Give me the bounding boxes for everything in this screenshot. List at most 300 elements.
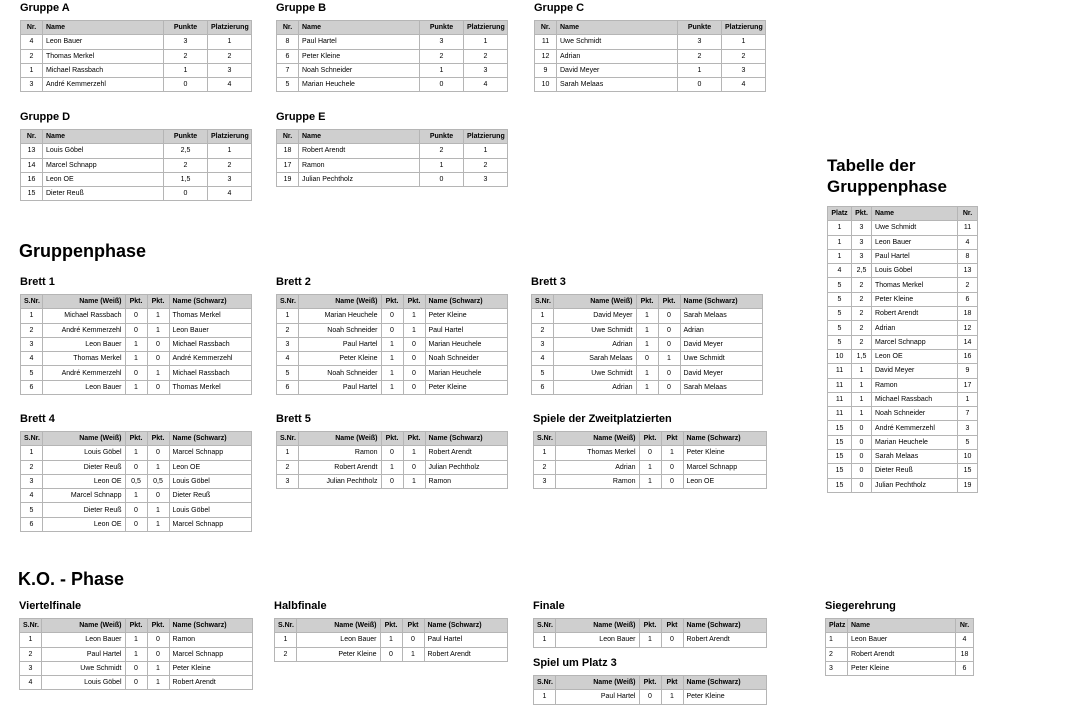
column-header: Name (Schwarz) [425,432,508,446]
table-cell: 8 [958,249,978,263]
table-cell: 3 [852,249,872,263]
table-cell: 4 [21,352,43,366]
table-cell: 4 [208,187,252,201]
table-row [826,647,974,661]
table-cell: Uwe Schmidt [872,221,958,235]
table-cell: 1 [534,690,556,704]
table-cell: Marian Heuchele [425,337,508,351]
table-cell: Louis Göbel [43,144,164,158]
table-cell: 2 [21,460,43,474]
table-cell: 3 [21,474,43,488]
table-cell: Peter Kleine [297,647,381,661]
table-row [277,144,508,158]
table-cell: Noah Schneider [872,407,958,421]
column-header: Platzierung [208,21,252,35]
table-cell: Louis Göbel [169,503,252,517]
table-cell: 1 [277,446,299,460]
table-cell: 18 [958,307,978,321]
standings-title: Tabelle der Gruppenphase [827,156,947,196]
column-header: Name (Weiß) [297,619,381,633]
table-cell: 1 [125,633,147,647]
section-heading: Viertelfinale [19,600,82,612]
table-cell: Sarah Melaas [554,352,637,366]
column-header: Pkt [661,432,683,446]
table-cell: André Kemmerzehl [43,366,126,380]
table-row [534,474,767,488]
table-cell: Peter Kleine [872,292,958,306]
table-row [21,49,252,63]
table-cell: Sarah Melaas [557,78,678,92]
table-cell: Thomas Merkel [43,49,164,63]
table-cell: Marcel Schnapp [683,460,767,474]
board-1 [20,276,252,395]
table-cell: 2 [20,647,42,661]
table-cell: 11 [828,364,852,378]
table-row [828,349,978,363]
table-cell: 7 [958,407,978,421]
table-cell: 2 [420,49,464,63]
table-cell: 0 [164,78,208,92]
column-header: Pkt. [125,432,147,446]
table-cell: Marcel Schnapp [169,517,252,531]
table-cell: Paul Hartel [872,249,958,263]
table-row [21,460,252,474]
table-cell: 2 [722,49,766,63]
group-b [276,2,508,92]
table-cell: 10 [828,349,852,363]
table-header-row [535,21,766,35]
results-table [531,294,763,395]
table-cell: 4 [532,352,554,366]
table-cell: 5 [828,278,852,292]
table-cell: Dieter Reuß [43,503,126,517]
second-place-games [533,413,767,489]
table-row [828,321,978,335]
column-header: S.Nr. [534,432,556,446]
table-cell: 1 [208,144,252,158]
table-cell: 5 [277,366,299,380]
table-cell: 0 [852,450,872,464]
table-cell: 1 [534,446,556,460]
column-header: Punkte [678,21,722,35]
column-header: Name (Weiß) [556,676,640,690]
column-header: Pkt [661,619,683,633]
table-cell: 0 [403,460,425,474]
table-cell: 3 [826,661,848,675]
table-cell: Paul Hartel [299,337,382,351]
table-cell: 1 [639,460,661,474]
column-header: Name (Weiß) [43,295,126,309]
table-row [21,446,252,460]
column-header: Name [872,207,958,221]
table-cell: Julian Pechtholz [425,460,508,474]
column-header: S.Nr. [20,619,42,633]
table-row [21,309,252,323]
table-cell: Leon OE [683,474,767,488]
table-row [21,337,252,351]
table-cell: 6 [21,517,43,531]
table-cell: 1 [661,446,683,460]
table-cell: 0 [658,380,680,394]
table-row [534,633,767,647]
section-heading: Gruppe D [20,111,71,123]
table-cell: 3 [208,172,252,186]
section-heading: Brett 5 [276,413,311,425]
column-header: Punkte [164,21,208,35]
table-cell: 1 [639,633,661,647]
table-row [826,633,974,647]
column-header: S.Nr. [532,295,554,309]
table-cell: 5 [532,366,554,380]
column-header: Pkt. [380,619,402,633]
board-5 [276,413,508,489]
table-cell: 3 [420,35,464,49]
column-header: Platzierung [464,130,508,144]
table-cell: 2 [852,335,872,349]
table-row [828,407,978,421]
table-row [532,380,763,394]
table-row [277,172,508,186]
table-row [275,647,508,661]
table-cell: 3 [722,63,766,77]
table-cell: Peter Kleine [425,309,508,323]
table-cell: 4 [722,78,766,92]
table-cell: Michael Rassbach [43,309,126,323]
table-cell: 4 [21,489,43,503]
table-cell: Thomas Merkel [556,446,640,460]
table-cell: Noah Schneider [299,63,420,77]
table-cell: 1 [403,446,425,460]
table-cell: 4 [21,35,43,49]
table-cell: 1 [852,407,872,421]
table-cell: 1 [958,392,978,406]
table-cell: 1 [275,633,297,647]
table-cell: Michael Rassbach [169,337,252,351]
table-cell: Uwe Schmidt [42,661,126,675]
table-cell: 2 [164,158,208,172]
table-cell: Ramon [872,378,958,392]
column-header: S.Nr. [21,295,43,309]
section-heading: Spiele der Zweitplatzierten [533,413,672,425]
results-table [533,618,767,648]
table-row [277,35,508,49]
column-header: Pkt. [403,295,425,309]
table-cell: Michael Rassbach [169,366,252,380]
table-cell: 2 [208,49,252,63]
column-header: Pkt. [147,295,169,309]
table-cell: 1 [636,380,658,394]
table-header-row [277,432,508,446]
table-cell: Julian Pechtholz [299,172,420,186]
results-table [276,20,508,92]
table-cell: 1 [464,35,508,49]
table-cell: 0 [125,366,147,380]
table-cell: 1 [636,309,658,323]
table-cell: 1 [147,676,169,690]
table-cell: 0 [125,676,147,690]
table-cell: David Meyer [680,366,763,380]
table-cell: 2 [21,49,43,63]
table-cell: Leon Bauer [848,633,956,647]
table-cell: 15 [828,421,852,435]
column-header: S.Nr. [21,432,43,446]
column-header: Pkt. [852,207,872,221]
table-cell: David Meyer [557,63,678,77]
table-cell: Sarah Melaas [680,380,763,394]
table-cell: 1 [147,503,169,517]
column-header: Name (Schwarz) [683,619,767,633]
table-cell: Leon Bauer [556,633,640,647]
column-header: Name [848,619,956,633]
table-cell: 1 [678,63,722,77]
section-heading: Spiel um Platz 3 [533,657,617,669]
table-cell: Robert Arendt [169,676,253,690]
final [533,600,767,648]
table-row [826,661,974,675]
table-cell: Thomas Merkel [872,278,958,292]
table-cell: 1 [147,460,169,474]
table-cell: 2 [958,278,978,292]
table-cell: Leon OE [43,517,126,531]
column-header: Platz [828,207,852,221]
results-table [20,129,252,201]
table-cell: 0 [381,446,403,460]
table-cell: 1 [125,446,147,460]
column-header: Nr. [21,130,43,144]
table-cell: André Kemmerzehl [43,78,164,92]
column-header: Platzierung [722,21,766,35]
table-row [828,292,978,306]
table-cell: 12 [958,321,978,335]
group-e [276,111,508,187]
section-heading: Gruppe C [534,2,585,14]
table-cell: Dieter Reuß [43,460,126,474]
table-cell: 0 [661,633,683,647]
table-cell: 15 [21,187,43,201]
table-cell: Uwe Schmidt [557,35,678,49]
table-cell: 2 [678,49,722,63]
table-cell: 18 [956,647,974,661]
table-cell: 1 [403,323,425,337]
table-cell: 5 [21,366,43,380]
table-cell: 1 [147,366,169,380]
column-header: Name [557,21,678,35]
table-row [828,464,978,478]
table-cell: Leon OE [43,172,164,186]
column-header: S.Nr. [534,676,556,690]
table-cell: 0,5 [147,474,169,488]
table-row [534,460,767,474]
column-header: Name [299,130,420,144]
column-header: Pkt. [639,432,661,446]
table-row [828,278,978,292]
table-cell: Robert Arendt [848,647,956,661]
table-cell: Marcel Schnapp [43,489,126,503]
table-cell: 3 [164,35,208,49]
table-cell: 9 [535,63,557,77]
section-heading: Finale [533,600,565,612]
table-cell: 2 [420,144,464,158]
column-header: Name (Schwarz) [425,295,508,309]
table-header-row [277,21,508,35]
table-cell: 2 [826,647,848,661]
table-cell: 0 [852,421,872,435]
table-cell: 1 [658,352,680,366]
section-heading: Gruppe A [20,2,70,14]
column-header: Name (Weiß) [42,619,126,633]
table-cell: 1 [852,392,872,406]
section-heading: Gruppe E [276,111,326,123]
table-cell: 6 [958,292,978,306]
table-cell: Leon OE [872,349,958,363]
table-cell: 17 [958,378,978,392]
table-row [828,307,978,321]
table-cell: 1 [380,633,402,647]
table-cell: 1 [722,35,766,49]
table-cell: 1 [147,661,169,675]
table-cell: 1 [147,517,169,531]
column-header: Nr. [277,130,299,144]
table-cell: 2 [852,307,872,321]
table-cell: 12 [535,49,557,63]
table-cell: 0 [639,446,661,460]
table-cell: Peter Kleine [683,446,767,460]
column-header: Name (Weiß) [554,295,637,309]
table-cell: 1 [125,352,147,366]
table-cell: 0 [380,647,402,661]
table-cell: 1 [125,337,147,351]
column-header: Pkt. [658,295,680,309]
table-cell: 3 [678,35,722,49]
section-heading: Brett 2 [276,276,311,288]
table-cell: Adrian [554,337,637,351]
table-cell: Robert Arendt [299,460,382,474]
column-header: Pkt. [403,432,425,446]
table-cell: 1 [20,633,42,647]
table-cell: 1 [828,221,852,235]
table-row [21,144,252,158]
podium [825,600,974,676]
section-title-gruppenphase: Gruppenphase [19,241,147,261]
table-cell: 1 [402,647,424,661]
table-row [277,337,508,351]
table-cell: 1 [277,309,299,323]
table-row [21,489,252,503]
table-cell: Peter Kleine [683,690,767,704]
table-cell: 4 [20,676,42,690]
table-cell: 3 [958,421,978,435]
table-cell: 1 [639,474,661,488]
results-table [276,294,508,395]
table-cell: Paul Hartel [299,35,420,49]
table-cell: 11 [958,221,978,235]
table-cell: 16 [21,172,43,186]
third-place-game [533,657,767,705]
table-row [277,446,508,460]
table-cell: Leon Bauer [43,380,126,394]
table-cell: Dieter Reuß [872,464,958,478]
table-cell: 0 [147,337,169,351]
table-cell: 11 [828,407,852,421]
table-cell: Robert Arendt [425,446,508,460]
table-cell: 0 [639,690,661,704]
table-cell: 0 [147,633,169,647]
table-cell: 1 [164,63,208,77]
table-cell: 5 [828,321,852,335]
column-header: Name (Schwarz) [683,432,767,446]
table-cell: 11 [828,378,852,392]
table-header-row [534,619,767,633]
column-header: Pkt. [147,619,169,633]
table-cell: Leon OE [43,474,126,488]
column-header: Pkt. [381,432,403,446]
table-cell: 3 [277,337,299,351]
table-cell: 1 [636,366,658,380]
table-row [20,661,253,675]
board-3 [531,276,763,395]
column-header: Name (Weiß) [299,295,382,309]
table-cell: Ramon [169,633,253,647]
table-row [20,633,253,647]
table-cell: 0 [403,366,425,380]
table-cell: Adrian [872,321,958,335]
table-cell: 6 [277,49,299,63]
table-cell: 0 [125,517,147,531]
table-cell: 0 [147,380,169,394]
table-cell: 1 [381,337,403,351]
table-cell: David Meyer [554,309,637,323]
table-cell: 1 [21,446,43,460]
table-cell: 0 [403,352,425,366]
table-row [532,309,763,323]
table-cell: 0 [658,309,680,323]
table-cell: 1 [147,309,169,323]
table-cell: 4 [464,78,508,92]
table-row [277,380,508,394]
table-cell: 2 [532,323,554,337]
table-cell: Peter Kleine [848,661,956,675]
table-row [828,364,978,378]
table-row [21,380,252,394]
table-cell: 11 [828,392,852,406]
table-cell: 3 [21,337,43,351]
table-cell: Louis Göbel [872,264,958,278]
table-row [277,474,508,488]
table-row [828,249,978,263]
table-cell: 5 [277,78,299,92]
table-cell: André Kemmerzehl [872,421,958,435]
table-header-row [532,295,763,309]
results-table [827,206,978,493]
table-row [21,35,252,49]
column-header: Name (Weiß) [299,432,382,446]
table-row [534,446,767,460]
table-row [277,158,508,172]
table-row [21,63,252,77]
table-row [275,633,508,647]
table-cell: 1 [636,337,658,351]
table-row [21,323,252,337]
table-cell: 0 [658,337,680,351]
table-cell: Dieter Reuß [43,187,164,201]
column-header: S.Nr. [277,432,299,446]
table-cell: 0 [125,323,147,337]
table-cell: 15 [828,478,852,492]
table-cell: Paul Hartel [425,323,508,337]
table-cell: Paul Hartel [299,380,382,394]
board-4 [20,413,252,532]
column-header: Name [299,21,420,35]
